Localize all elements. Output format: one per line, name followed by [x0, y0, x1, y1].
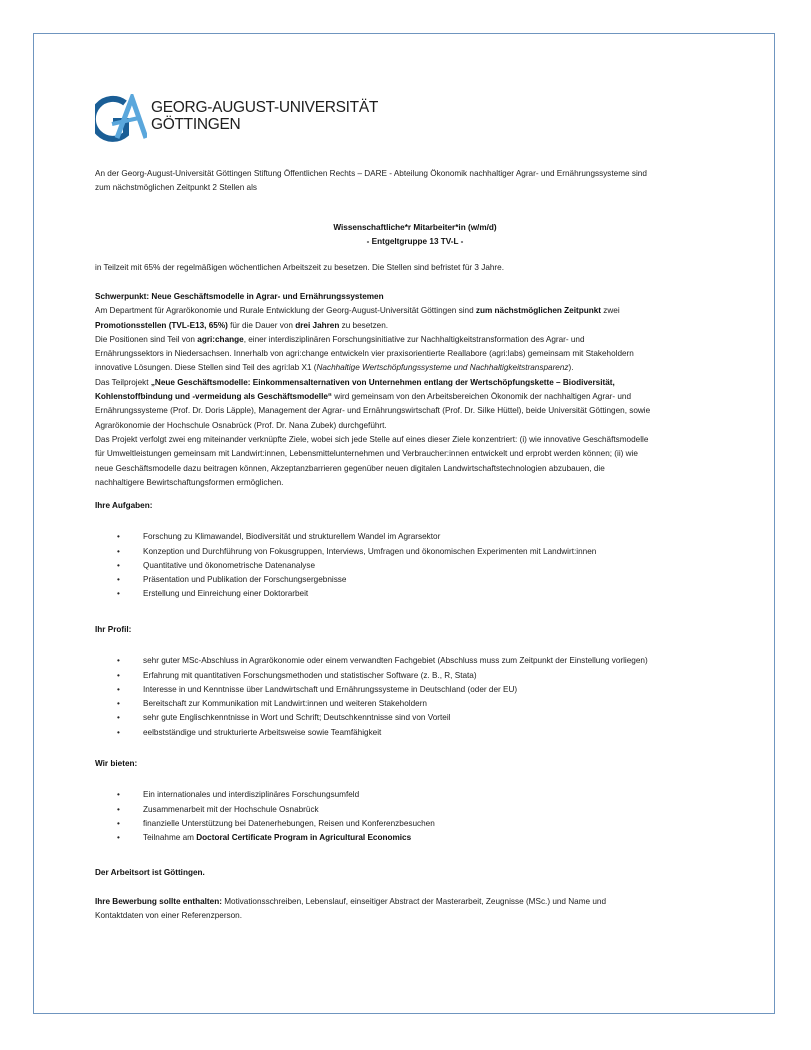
list-item: • Zusammenarbeit mit der Hochschule Osnabrück [95, 803, 735, 817]
tasks-heading: Ihre Aufgaben: [95, 501, 153, 510]
ga-logo-icon [95, 94, 147, 144]
bullet-icon: • [117, 670, 120, 680]
application-line-1: Ihre Bewerbung sollte enthalten: Motivationsschreiben, Lebenslauf, einseitiger Abstract der Masterarbeit, Zeugnisse (MSc.) und Name und [95, 897, 607, 906]
bullet-icon: • [117, 804, 120, 814]
list-item: • sehr gute Englischkenntnisse in Wort und Schrift; Deutschkenntnisse sind von Vorteil [95, 711, 735, 725]
bullet-icon: • [117, 589, 120, 599]
list-item: • Quantitative und ökonometrische Datenanalyse [95, 559, 735, 573]
focus-p3-line3: Ernährungssysteme (Prof. Dr. Doris Läpple), Management der Agrar- und Ernährungswirtschaft (Prof. Dr. Silke Hüttel), beide Universität Göttingen, sowie [95, 406, 651, 416]
intro-line-2: zum nächstmöglichen Zeitpunkt 2 Stellen als [95, 183, 258, 193]
offer-list [95, 788, 735, 845]
focus-p4-line4: nachhaltigere Bewirtschaftungsformen ermöglichen. [95, 477, 284, 487]
list-item: • Ein internationales und interdisziplinäres Forschungsumfeld [95, 788, 735, 802]
list-item: • Präsentation und Publikation der Forschungsergebnisse [95, 573, 735, 587]
focus-p2-line1: Die Positionen sind Teil von agri:change, einer interdisziplinären Forschungsinitiative zur Nachhaltigkeitstransformation des Agrar- und [95, 334, 585, 344]
focus-heading: Schwerpunkt: Neue Geschäftsmodelle in Agrar- und Ernährungssystemen [95, 292, 384, 301]
bullet-icon: • [117, 713, 120, 723]
bullet-icon: • [117, 727, 120, 737]
bullet-icon: • [117, 790, 120, 800]
bullet-icon: • [117, 684, 120, 694]
profile-heading: Ihr Profil: [95, 625, 132, 634]
focus-p1-line1: Am Department für Agrarökonomie und Rurale Entwicklung der Georg-August-Universität Göttingen sind zum nächstmöglichen Zeitpunkt zwei [95, 306, 620, 316]
application-section [95, 895, 735, 924]
logo-line-2: GÖTTINGEN [151, 116, 241, 133]
intro-paragraph [95, 167, 735, 196]
list-item: • Teilnahme am Doctoral Certificate Program in Agricultural Economics [95, 831, 735, 845]
application-line-2: Kontaktdaten von einer Referenzperson. [95, 911, 243, 921]
university-logo [95, 94, 395, 144]
list-item: • eelbstständige und strukturierte Arbeitsweise sowie Teamfähigkeit [95, 726, 735, 740]
focus-p2-line2: Ernährungssektors in Niedersachsen. Innerhalb von agri:change entwickeln vier praxisorientierte Reallabore (agri:labs) gemeinsam mit Stakeholdern [95, 349, 634, 359]
bullet-icon: • [117, 818, 120, 828]
list-item: • Erstellung und Einreichung einer Doktorarbeit [95, 587, 735, 601]
list-item: • Interesse in und Kenntnisse über Landwirtschaft und Ernährungssysteme in Deutschland (oder der EU) [95, 683, 735, 697]
list-item: • Bereitschaft zur Kommunikation mit Landwirt:innen und weiteren Stakeholdern [95, 697, 735, 711]
list-item: • finanzielle Unterstützung bei Datenerhebungen, Reisen und Konferenzbesuchen [95, 817, 735, 831]
bullet-icon: • [117, 656, 120, 666]
focus-p4-line3: neue Geschäftsmodelle dazu beitragen können, Akzeptanzbarrieren gegenüber neuen digitalen Landwirtschaftstechnologien abzubauen, die [95, 463, 605, 473]
bullet-icon: • [117, 546, 120, 556]
focus-p3-line2: Kohlenstoffbindung und -vermeidung als Geschäftsmodelle“ wird gemeinsam von den Arbeitsbereichen Ökonomik der nachhaltigen Agrar- und [95, 392, 632, 402]
position-heading [95, 221, 735, 250]
offer-section [95, 757, 735, 845]
offer-heading: Wir bieten: [95, 759, 138, 768]
bullet-icon: • [117, 560, 120, 570]
profile-list [95, 654, 735, 740]
bullet-icon: • [117, 575, 120, 585]
intro-line-1: An der Georg-August-Universität Göttingen Stiftung Öffentlichen Rechts – DARE - Abteilung Ökonomik nachhaltiger Agrar- und Ernährungssysteme sind [95, 169, 647, 178]
list-item: • Forschung zu Klimawandel, Biodiversität und strukturellem Wandel im Agrarsektor [95, 530, 735, 544]
tasks-list [95, 530, 735, 601]
terms-paragraph [95, 261, 735, 275]
list-item: • Erfahrung mit quantitativen Forschungsmethoden und statistischer Software (z. B., R, Stata) [95, 669, 735, 683]
tasks-section [95, 499, 735, 602]
focus-section [95, 290, 735, 490]
list-item: • Konzeption und Durchführung von Fokusgruppen, Interviews, Umfragen und ökonomischen Experimenten mit Landwirt:innen [95, 545, 735, 559]
logo-line-1: GEORG-AUGUST-UNIVERSITÄT [151, 99, 379, 116]
focus-p4-line1: Das Projekt verfolgt zwei eng miteinander verknüpfte Ziele, wobei sich jede Stelle auf eines dieser Ziele konzentriert: (i) wie innovative Geschäftsmodelle [95, 434, 649, 444]
position-title: Wissenschaftliche*r Mitarbeiter*in (w/m/d) [333, 223, 497, 232]
focus-p4-line2: für Umweltleistungen gemeinsam mit Landwirt:innen, Lebensmittelunternehmen und Verbraucher:innen entwickelt und erprobt werden können; (ii) wie [95, 449, 638, 459]
terms-text: in Teilzeit mit 65% der regelmäßigen wöchentlichen Arbeitszeit zu besetzen. Die Stellen sind befristet für 3 Jahre. [95, 263, 504, 272]
focus-p3-line4: Agrarökonomie der Hochschule Osnabrück (Prof. Dr. Nana Zubek) durchgeführt. [95, 420, 387, 430]
location-text: Der Arbeitsort ist Göttingen. [95, 868, 205, 877]
bullet-icon: • [117, 532, 120, 542]
focus-p2-line3: innovative Lösungen. Diese Stellen sind Teil des agri:lab X1 (Nachhaltige Wertschöpfungssysteme und Nachhaltigkeitstransparenz). [95, 363, 574, 373]
bullet-icon: • [117, 699, 120, 709]
profile-section [95, 623, 735, 740]
list-item: • sehr guter MSc-Abschluss in Agrarökonomie oder einem verwandten Fachgebiet (Abschluss muss zum Zeitpunkt der Einstellung vorliegen) [95, 654, 735, 668]
location-line [95, 866, 735, 880]
focus-p3-line1: Das Teilprojekt „Neue Geschäftsmodelle: Einkommensalternativen von Unternehmen entlang der Wertschöpfungskette – Biodiversität, [95, 377, 615, 387]
bullet-icon: • [117, 833, 120, 843]
pay-grade: - Entgeltgruppe 13 TV-L - [366, 237, 464, 247]
focus-p1-line2: Promotionsstellen (TVL-E13, 65%) für die Dauer von drei Jahren zu besetzen. [95, 320, 389, 330]
